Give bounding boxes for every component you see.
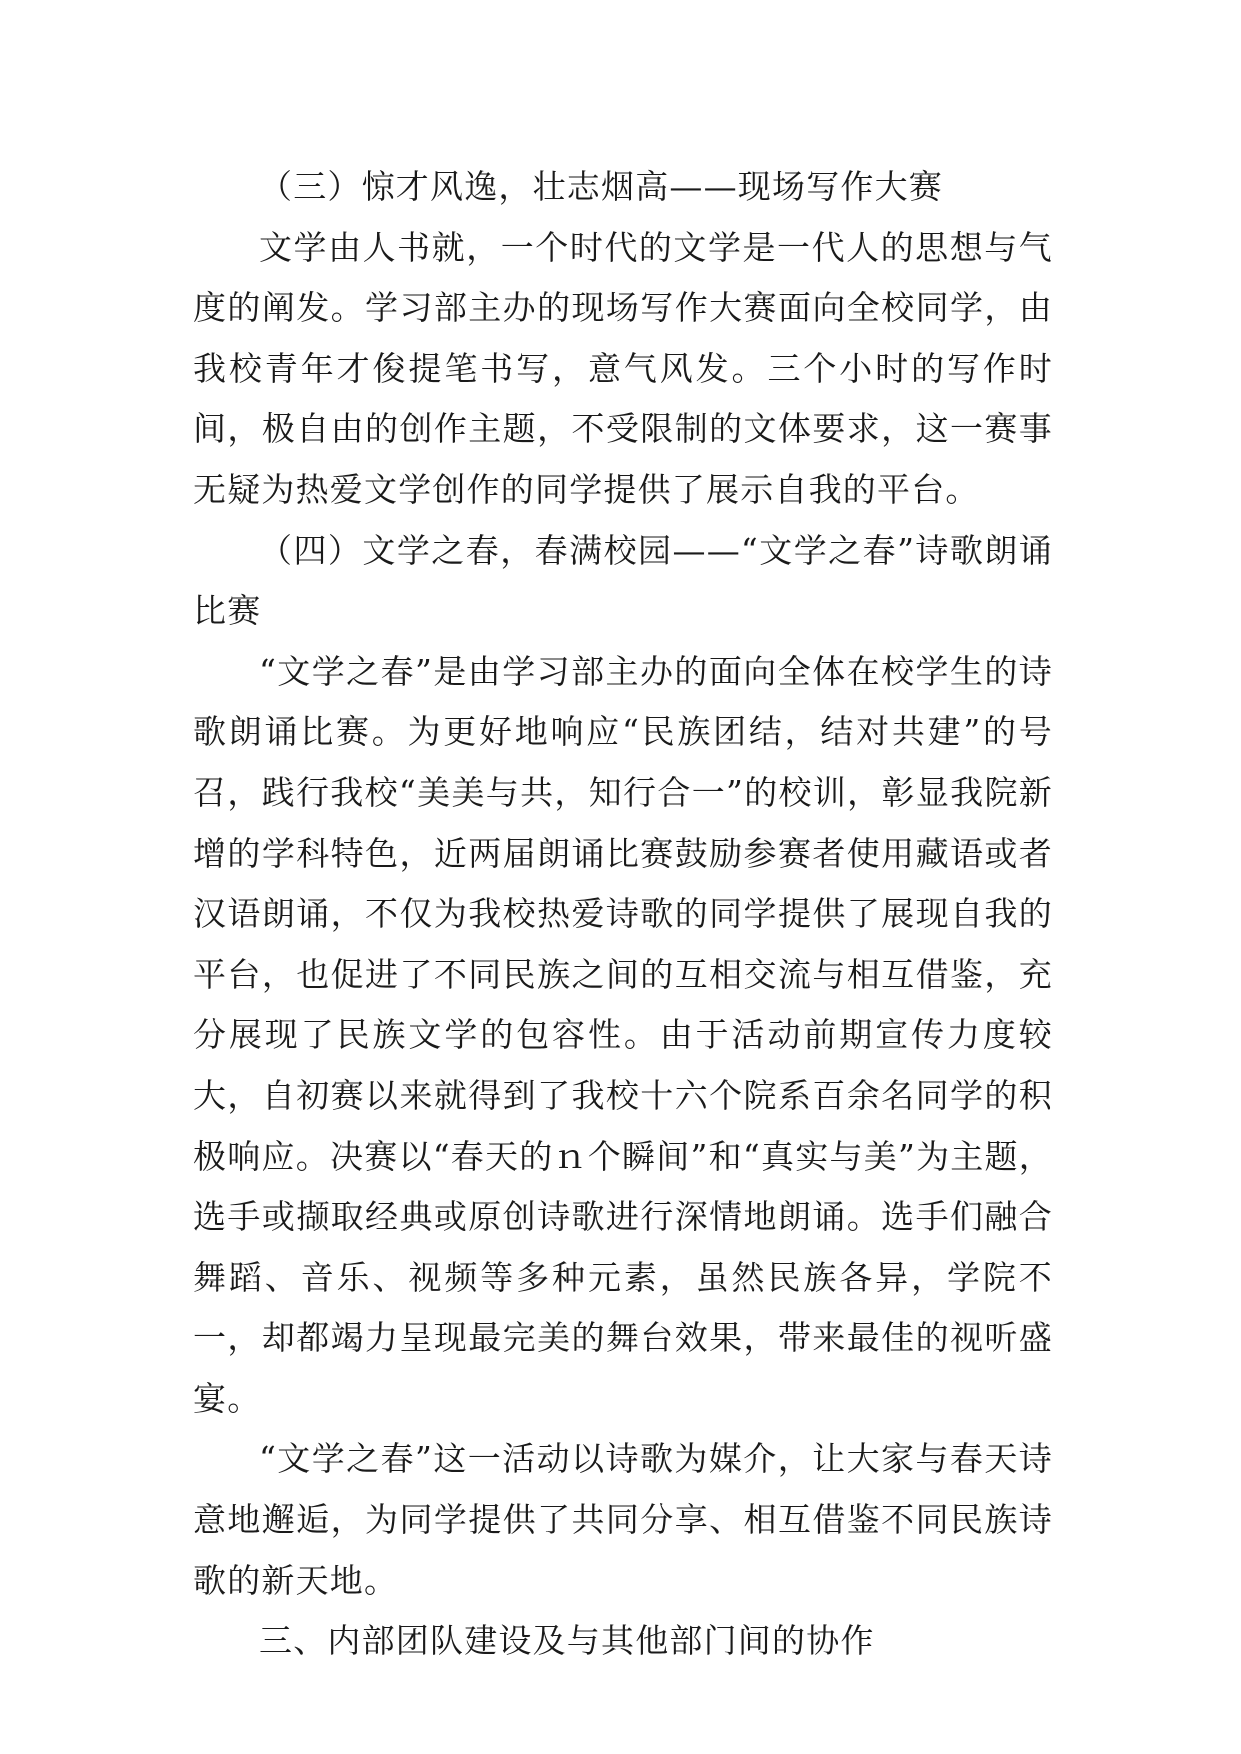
- paragraph-writing-contest: 文学由人书就，一个时代的文学是一代人的思想与气度的阐发。学习部主办的现场写作大赛面向全校同学，由我校青年才俊提笔书写，意气风发。三个小时的写作时间，极自由的创作主题，不受限制的文体要求，这一赛事无疑为热爱文学创作的同学提供了展示自我的平台。: [193, 227, 1053, 509]
- section-heading-poetry-contest: （四）文学之春，春满校园——“文学之春”诗歌朗诵比赛: [193, 530, 1053, 631]
- paragraph-poetry-summary: “文学之春”这一活动以诗歌为媒介，让大家与春天诗意地邂逅，为同学提供了共同分享、相互借鉴不同民族诗歌的新天地。: [193, 1439, 1053, 1600]
- paragraph-poetry-contest: “文学之春”是由学习部主办的面向全体在校学生的诗歌朗诵比赛。为更好地响应“民族团结，结对共建”的号召，践行我校“美美与共，知行合一”的校训，彰显我院新增的学科特色，近两届朗诵比赛鼓励参赛者使用藏语或者汉语朗诵，不仅为我校热爱诗歌的同学提供了展现自我的平台，也促进了不同民族之间的互相交流与相互借鉴，充分展现了民族文学的包容性。由于活动前期宣传力度较大，自初赛以来就得到了我校十六个院系百余名同学的积极响应。决赛以“春天的ｎ个瞬间”和“真实与美”为主题，选手或撷取经典或原创诗歌进行深情地朗诵。选手们融合舞蹈、音乐、视频等多种元素，虽然民族各异，学院不一，却都竭力呈现最完美的舞台效果，带来最佳的视听盛宴。: [193, 651, 1053, 1418]
- section-heading-writing-contest: （三）惊才风逸，壮志烟高——现场写作大赛: [259, 167, 943, 206]
- document-body: [193, 157, 1053, 1672]
- section-heading-team-building: 三、内部团队建设及与其他部门间的协作: [259, 1621, 875, 1661]
